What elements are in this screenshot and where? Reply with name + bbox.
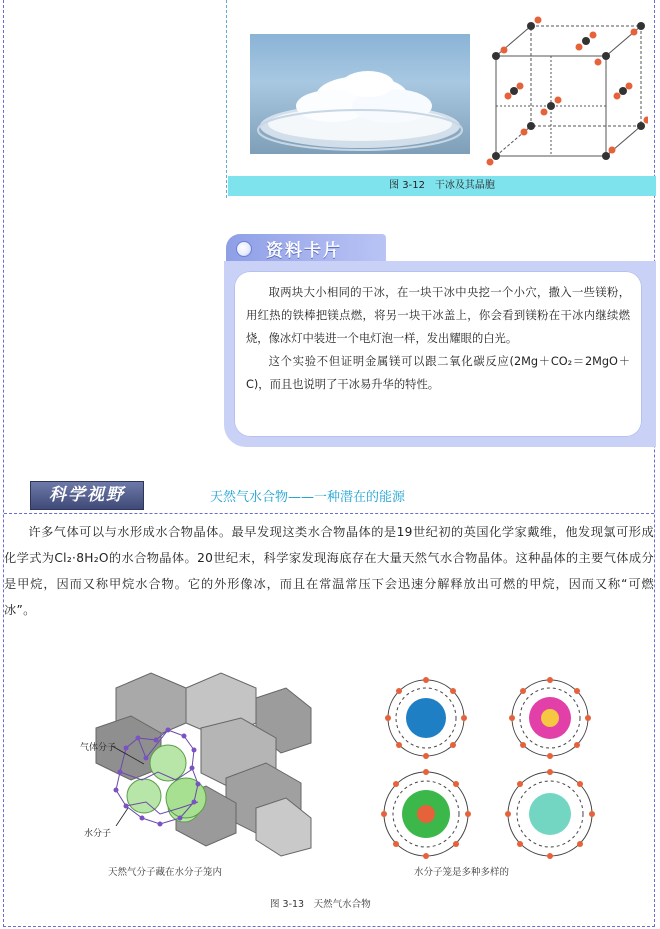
science-view-body	[4, 519, 654, 623]
water-cage-variants	[370, 676, 620, 860]
figure-3-12	[228, 0, 656, 198]
hydrate-structure-diagram	[76, 668, 316, 858]
data-card-title: 资料卡片	[266, 241, 342, 261]
water-cages-diagram	[370, 676, 620, 860]
data-card-tab	[226, 234, 386, 262]
card-dot-icon	[236, 241, 252, 257]
data-card-paragraph-1: 取两块大小相同的干冰，在一块干冰中央挖一个小穴，撒入一些镁粉，用红热的铁棒把镁点燃，将另一块干冰盖上，你会看到镁粉在干冰内继续燃烧，像冰灯中装进一个电灯泡一样，发出耀眼的白光。	[246, 286, 630, 345]
hydrate-cage-structure	[76, 668, 316, 858]
data-card-paragraph-2: 这个实验不但证明金属镁可以跟二氧化碳反应(2Mg＋CO₂＝2MgO＋C)，而且也说明了干冰易升华的特性。	[246, 355, 630, 391]
science-view-title: 天然气水合物——一种潜在的能源	[210, 490, 406, 505]
dry-ice-photo	[250, 34, 470, 154]
data-card	[224, 261, 656, 447]
body-paragraph: 许多气体可以与水形成水合物晶体。最早发现这类水合物晶体的是19世纪初的英国化学家戴维，他发现氯可形成化学式为Cl₂·8H₂O的水合物晶体。20世纪末，科学家发现海底存在大量天然气水合物晶体。这种晶体的主要气体成分是甲烷，因而又称甲烷水合物。它的外形像冰，而且在常温常压下会迅速分解释放出可燃的甲烷，因而又称“可燃冰”。	[4, 525, 654, 617]
data-card-content	[234, 271, 642, 437]
side-divider	[226, 0, 227, 198]
caption-left: 天然气分子藏在水分子笼内	[108, 867, 223, 878]
figure-3-12-caption: 图 3-12 干冰及其晶胞	[228, 176, 656, 196]
science-view-badge: 科学视野	[30, 481, 144, 510]
dry-ice-image	[250, 34, 470, 154]
label-gas-molecule: 气体分子	[80, 743, 117, 753]
label-water-molecule: 水分子	[84, 829, 112, 839]
figure-3-13-caption: 图 3-13 天然气水合物	[270, 899, 371, 910]
crystal-cell-diagram	[486, 16, 648, 166]
co2-crystal-cell	[486, 16, 648, 166]
section-divider	[4, 513, 654, 514]
caption-right: 水分子笼是多种多样的	[414, 867, 510, 878]
